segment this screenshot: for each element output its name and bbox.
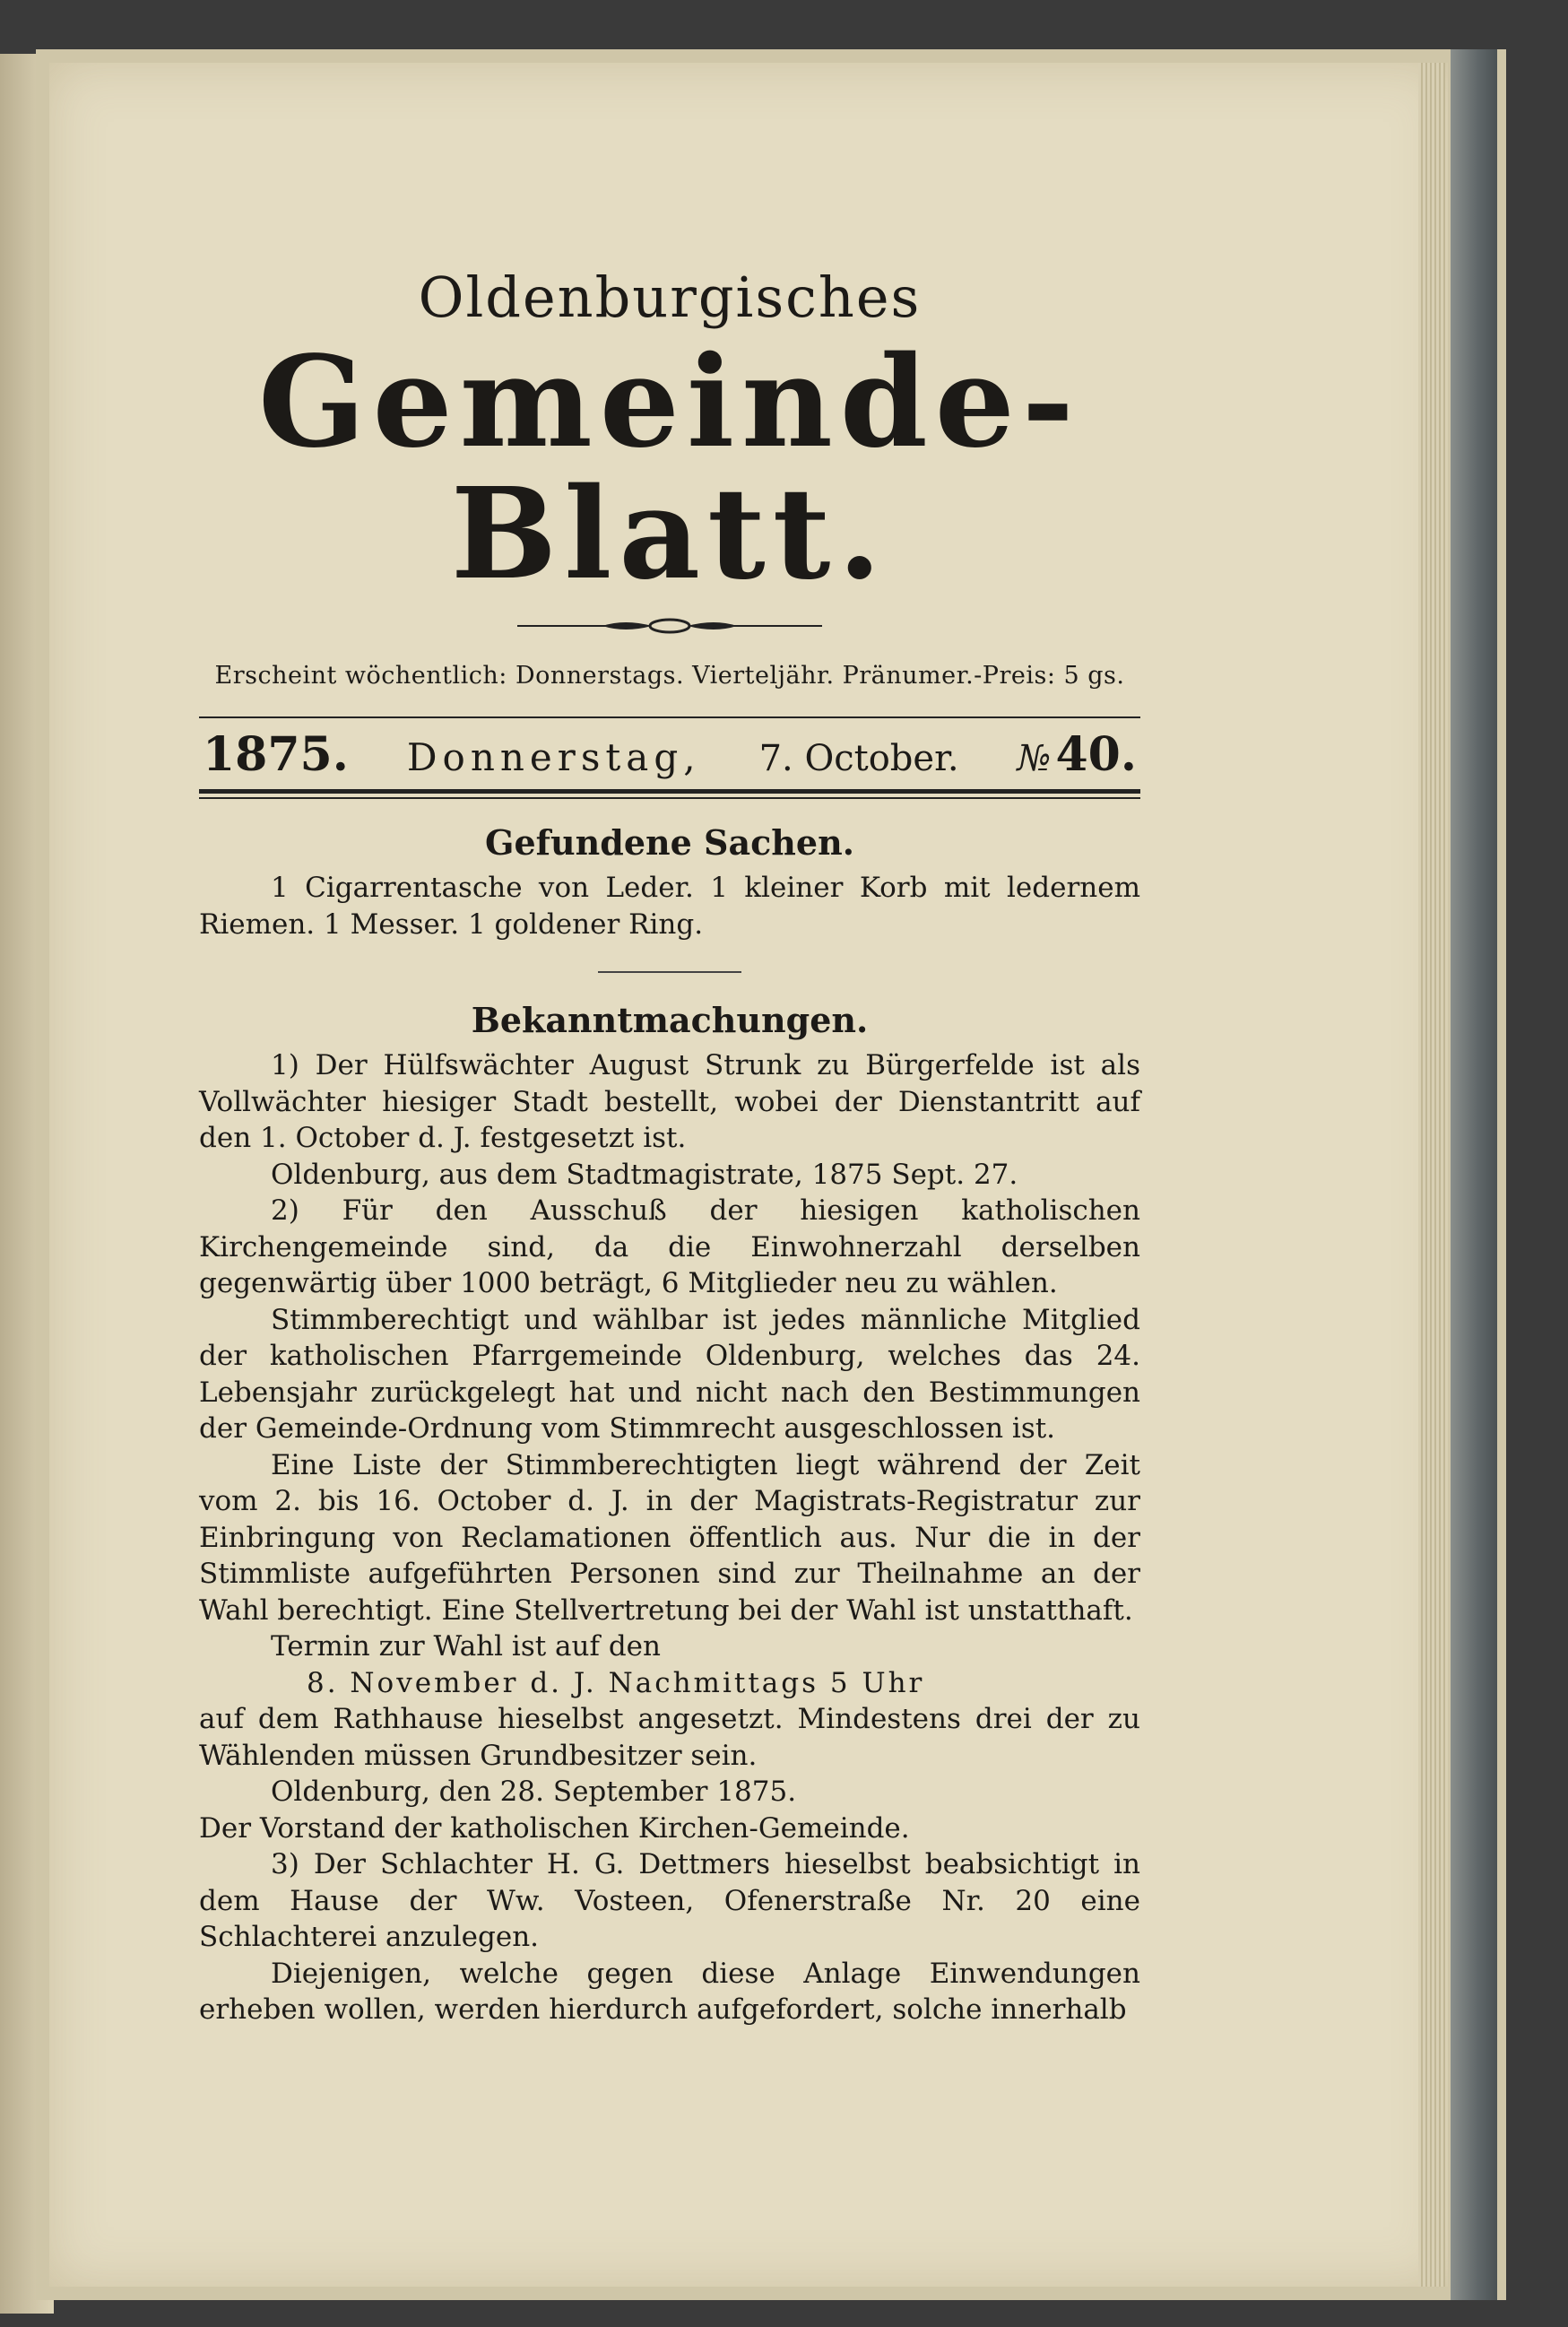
publication-info: Erscheint wöchentlich: Donnerstags. Vierteljähr. Pränumer.-Preis: 5 gs.: [214, 662, 1125, 690]
issue-number: 40.: [1055, 727, 1137, 782]
notice-3-objection: Diejenigen, welche gegen diese Anlage Einwendungen erheben wollen, werden hierdurch aufgefordert, solche innerhalb: [199, 1957, 1140, 2026]
page-stack-edge: [1418, 63, 1445, 2287]
double-rule: [199, 789, 1140, 799]
masthead-title: Gemeinde-Blatt.: [258, 329, 1081, 608]
number-sign: №: [1017, 738, 1052, 779]
section-title-found: Gefundene Sachen.: [485, 822, 854, 863]
notice-1-signature: Oldenburg, aus dem Stadtmagistrate, 1875 Sept. 27.: [271, 1158, 1018, 1191]
issue-year: 1875.: [203, 727, 349, 782]
notice-2-list: Eine Liste der Stimmberechtigten liegt während der Zeit vom 2. bis 16. October d. J. in der Magistrats-Registratur zur Einbringung von Reclamationen öffentlich aus. Nur die in der Stimmliste aufgeführten Personen sind zur Theilnahme an der Wahl berechtigt. Eine Stellvertretung bei der Wahl ist unstatthaft.: [199, 1448, 1140, 1627]
masthead-subtitle: Oldenburgisches: [418, 265, 922, 330]
notice-2: 2) Für den Ausschuß der hiesigen katholischen Kirchengemeinde sind, da die Einwohnerzahl derselben gegenwärtig über 1000 beträgt, 6 Mitglieder neu zu wählen.: [199, 1194, 1140, 1299]
issue-date: 7. October.: [758, 738, 959, 779]
section-divider: [598, 971, 741, 973]
issue-weekday: Donnerstag,: [406, 735, 701, 779]
notice-2-location: auf dem Rathhause hieselbst angesetzt. Mindestens drei der zu Wählenden müssen Grundbesitzer sein.: [199, 1703, 1140, 1772]
notice-2-term: Termin zur Wahl ist auf den: [271, 1630, 661, 1663]
found-items-text: 1 Cigarrentasche von Leder. 1 kleiner Korb mit ledernem Riemen. 1 Messer. 1 goldener Ring.: [199, 872, 1140, 941]
section-title-notices: Bekanntmachungen.: [471, 1000, 869, 1040]
notice-2-place: Oldenburg, den 28. September 1875.: [271, 1776, 797, 1808]
issue-number-group: [1018, 727, 1137, 782]
notice-1: 1) Der Hülfswächter August Strunk zu Bürgerfelde ist als Vollwächter hiesiger Stadt bestellt, wobei der Dienstantritt auf den 1. October d. J. festgesetzt ist.: [199, 1049, 1140, 1154]
notice-2-eligibility: Stimmberechtigt und wählbar ist jedes männliche Mitglied der katholischen Pfarrgemeinde Oldenburg, welches das 24. Lebensjahr zurückgelegt hat und nicht nach den Bestimmungen der Gemeinde-Ordnung vom Stimmrecht ausgeschlossen ist.: [199, 1303, 1140, 1445]
page-content: [199, 265, 1140, 2028]
dateline: [199, 727, 1140, 782]
book-spine: [1451, 49, 1497, 2300]
top-rule: [199, 716, 1140, 718]
ornament-divider: [517, 617, 822, 635]
notice-3: 3) Der Schlachter H. G. Dettmers hieselbst beabsichtigt in dem Hause der Ww. Vosteen, Ofenerstraße Nr. 20 eine Schlachterei anzulegen.: [199, 1848, 1140, 1953]
notice-2-signature: Der Vorstand der katholischen Kirchen-Gemeinde.: [199, 1811, 910, 1845]
notice-2-date: 8. November d. J. Nachmittags 5 Uhr: [307, 1666, 925, 1699]
